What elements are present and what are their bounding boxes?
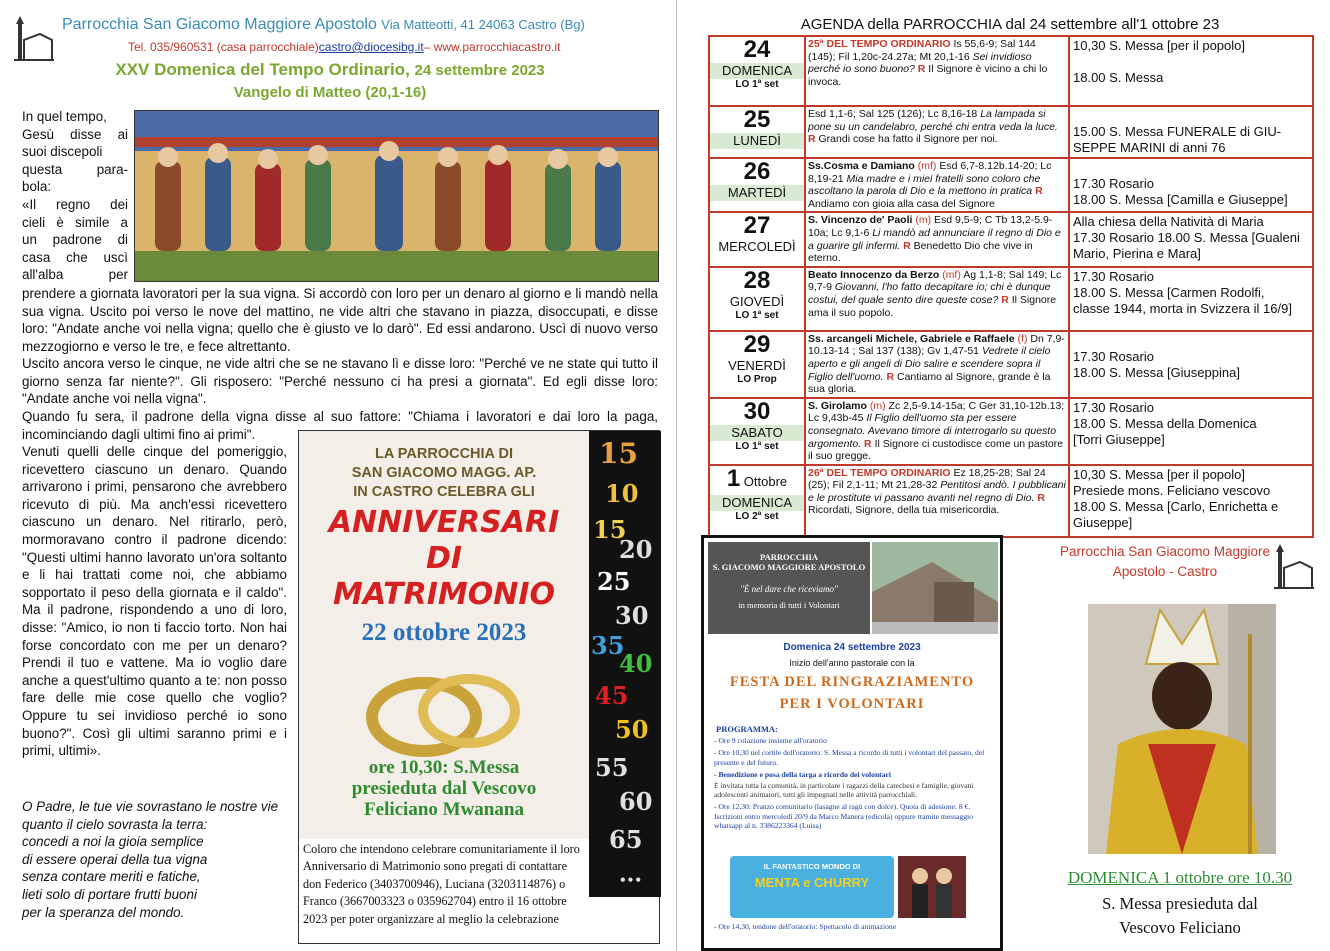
day-number-text: 1 (726, 464, 741, 492)
psalm-marker: R (1037, 491, 1045, 504)
readings: Ag 1,1-8; Sal 149; Lc 9,7-9 (808, 268, 1062, 294)
page-title (20, 60, 640, 80)
agenda-row (709, 331, 1313, 398)
liturgy-title: S. Vincenzo de' Paoli (808, 214, 913, 227)
agenda-table (708, 35, 1314, 538)
prayer-line: concedi a noi la gioia semplice (22, 834, 204, 850)
agenda-day-cell (709, 465, 805, 537)
gospel-side-column (22, 108, 128, 284)
mass-line: 18.00 S. Messa [Giuseppina] (1073, 364, 1240, 380)
show-title: IL FANTASTICO MONDO DI (763, 862, 861, 871)
liturgy-cell (805, 267, 1069, 331)
day-name: VENERDÌ (728, 357, 786, 373)
psalm-response: Grandi cose ha fatto il Signore per noi. (818, 133, 998, 146)
agenda-day-cell (709, 212, 805, 266)
mass-line: 17.30 Rosario (1073, 268, 1154, 284)
flyer-subtitle: Inizio dell'anno pastorale con la (789, 658, 915, 668)
agenda-row (709, 398, 1313, 465)
gospel-paragraph-4: Venuti quelli delle cinque del pomeriggio, ricevettero ciascuno un denaro. Quando arrivarono i primi, pensarono che avrebbero ricevuto di più. Ma anch'essi ricevettero ciascuno un denaro. Nel ritirarlo, però, mormoravano contro il padrone dicendo: "Questi ultimi hanno lavorato un'ora soltanto e li hai trattati come noi, che abbiamo sopportato il peso della giornata e il caldo". Ma il padrone, rispondendo a uno di loro, disse: "Amico, io non ti faccio torto. Non hai forse concordato con me per un denaro? Prendi il tuo e vattene. Ma io voglio dare anche a quest'ultimo quanto a te: non posso fare delle mie cose quello che voglio? Oppure tu sei invidioso perché io sono buono?". Così gli ultimi saranno primi e i primi, ultimi». (22, 444, 287, 759)
liturgy-title: Ss.Cosma e Damiano (808, 160, 915, 172)
liturgy-title: 25ª DEL TEMPO ORDINARIO (808, 38, 951, 50)
church-logo-icon (14, 16, 54, 64)
day-number-text: 24 (743, 36, 771, 63)
psalm-response: Il Signore ama il suo popolo. (808, 293, 1057, 319)
liturgy-week: LO 1ª set (735, 309, 779, 321)
mass-line: Alla chiesa della Natività di Maria (1073, 214, 1264, 230)
flyer-date: Domenica 24 settembre 2023 (783, 642, 921, 653)
title-date: 24 settembre 2023 (414, 62, 545, 79)
program-item (714, 781, 994, 800)
email-link[interactable]: castro@diocesibg.it (318, 40, 424, 54)
mass-line: 17.30 Rosario 18.00 S. Messa [Gualeni (1073, 230, 1300, 246)
psalm-response: Benedetto Dio che vive in eterno. (808, 239, 1033, 265)
day-number (710, 332, 804, 358)
psalm-marker: R (1001, 293, 1009, 306)
year-number: 30 (615, 601, 649, 630)
gospel-paragraph-2: Uscito ancora verso le cinque, ne vide altri che se ne stavano lì e disse loro: "Perché ve ne state qui tutto il giorno senza far niente?". Gli risposero: "Perché nessuno ci ha presi a giornata". Ed egli disse loro: "Andate anche voi nella vigna". (22, 356, 658, 407)
day-number (710, 159, 804, 185)
page-fold-divider (676, 0, 677, 951)
liturgy-week: LO 1ª set (735, 440, 779, 452)
day-number (710, 399, 804, 425)
psalm-marker: R (1035, 185, 1043, 198)
program-item-text: Ore 9 colazione insieme all'oratorio (718, 736, 827, 745)
day-number-text: 28 (743, 266, 771, 294)
liturgy-title: 26ª DEL TEMPO ORDINARIO (808, 466, 951, 479)
bishop-line: S. Messa presieduta dal (1102, 894, 1258, 913)
psalm-marker: R (886, 370, 895, 383)
poster-intro (299, 445, 589, 502)
year-number: 15 (599, 437, 638, 470)
liturgy-title: Ss. arcangeli Michele, Gabriele e Raffaele (808, 332, 1015, 345)
mass-line: 17.30 Rosario (1073, 348, 1154, 364)
bishop-title-line: Apostolo - Castro (1112, 564, 1218, 579)
psalm-marker: R (808, 133, 816, 146)
year-number: 60 (619, 787, 653, 816)
mass-schedule-cell (1069, 398, 1313, 465)
liturgy-cell (805, 465, 1069, 537)
gospel-line: Gesù disse ai (22, 126, 128, 142)
poster-big-line: ANNIVERSARI (328, 505, 560, 540)
gospel-paragraph-3: Quando fu sera, il padrone della vigna disse al suo fattore: "Chiama i lavoratori e dai loro la paga, incominciando dagli ultimi fino ai primi". (22, 409, 658, 442)
program-item-text: Ore 10,30 nel cortile dell'oratorio: S. Messa a ricordo di tutti i volontari del passato, del presente e del futuro. (714, 748, 985, 767)
celebration-rank: (mf) (917, 160, 937, 172)
parish-header (62, 16, 585, 34)
mosaic-image (135, 111, 659, 282)
mass-line: SEPPE MARINI di anni 76 (1073, 140, 1226, 155)
psalm-marker: R (903, 239, 911, 252)
gospel-quote: Il Figlio dell'uomo sta per essere consegnato. Avevano timore di interrogarlo su questo argomento. (808, 412, 1057, 450)
psalm-response: Il Signore è vicino a chi lo invoca. (808, 63, 1048, 88)
prayer-line: per la speranza del mondo. (22, 904, 185, 920)
psalm-response: Cantiamo al Signore, grande è la sua gloria. (808, 370, 1051, 396)
agenda-day-cell (709, 267, 805, 331)
liturgy-cell (805, 398, 1069, 465)
vineyard-workers-illustration (134, 110, 659, 282)
mass-line: 18.00 S. Messa [Carlo, Enrichetta e (1073, 498, 1279, 514)
year-number: 10 (605, 479, 639, 508)
mass-line (1073, 160, 1309, 176)
day-number (710, 37, 804, 63)
program-item: - Ore 12,30: Pranzo comunitario (lasagne al ragù con dolce). Quota di adesione: 8 €. Iscrizioni entro mercoledì 20/9 da Marco Manera (edicola) oppure tramite messaggio whatsapp al n. 3386223364 (Luisa) (714, 802, 973, 831)
psalm-response: Andiamo con gioia alla casa del Signore (808, 197, 995, 210)
mass-schedule-cell (1069, 212, 1313, 266)
gospel-reference: Vangelo di Matteo (20,1-16) (233, 84, 427, 101)
agenda-day-cell (709, 106, 805, 158)
gospel-line: questa para- (22, 161, 128, 177)
readings: Dn 7,9-10.13-14 ; Sal 137 (138); Gv 1,47-51 (808, 332, 1065, 358)
day-number (710, 466, 804, 495)
mass-line: 18.00 S. Messa (1073, 70, 1164, 85)
day-number-text: 27 (743, 212, 771, 240)
flyer-motto: "È nel dare che riceviamo" (740, 584, 838, 594)
poster-artwork (299, 431, 589, 839)
poster-line: LA PARROCCHIA DI (374, 446, 513, 462)
gospel-line: «Il regno dei (22, 196, 128, 212)
mass-line (1073, 333, 1309, 349)
gospel-paragraph-1: prendere a giornata lavoratori per la sua vigna. Si accordò con loro per un denaro al giorno e li mandò nella sua vigna. Uscito poi verso le nove del mattino, ne vide altri che stavano in piazza, disoccupati, e disse loro: "Andate anche voi nella vigna; quello che è giusto ve lo darò". Ed essi andarono. Uscì di nuovo verso mezzogiorno e verso le tre, e fece altrettanto. (22, 286, 658, 354)
gospel-quote: Li mandò ad annunciare il regno di Dio e a guarire gli infermi. (808, 226, 1061, 252)
liturgy-title: Beato Innocenzo da Berzo (808, 268, 940, 281)
readings: Esd 9,5-9; C Tb 13,2-5.9-10a; Lc 9,1-6 (808, 214, 1053, 239)
year-number: 40 (619, 649, 653, 678)
poster-line: SAN GIACOMO MAGG. AP. (351, 465, 537, 481)
poster-mass-line: Feliciano Mwanana (364, 799, 524, 820)
program-item: - Ore 10,30 nel cortile dell'oratorio: S. Messa a ricordo di tutti i volontari del passato, del presente e del futuro. (714, 748, 985, 767)
mass-schedule-cell (1069, 106, 1313, 158)
year-number: 15 (593, 515, 627, 544)
agenda-row (709, 158, 1313, 212)
program-item: - Ore 9 colazione insieme all'oratorio (714, 736, 827, 745)
gospel-line: all'alba per (22, 267, 128, 283)
day-name: GIOVEDÌ (729, 293, 785, 309)
program-item-text: Ore 14,30, tendone dell'oratorio: Spettacolo di animazione (718, 922, 897, 931)
liturgy-cell (805, 36, 1069, 106)
day-name: MERCOLEDÌ (718, 239, 796, 255)
bishop-caption (1030, 866, 1330, 940)
gospel-quote: La lampada si pone su un candelabro, perché chi entra veda la luce. (808, 108, 1058, 133)
day-name: MARTEDÌ (710, 185, 804, 201)
flyer-heading: S. GIACOMO MAGGIORE APOSTOLO (712, 562, 866, 572)
mass-line: 10,30 S. Messa [per il popolo] (1073, 38, 1245, 53)
year-number: 65 (609, 825, 643, 854)
month-label: Ottobre (740, 473, 788, 489)
gospel-line: un padrone di (22, 232, 128, 248)
day-number-text: 26 (743, 158, 771, 185)
gospel-line: bola: (22, 179, 52, 195)
flyer-program-list (714, 736, 994, 834)
program-item: - Benedizione e posa della targa a ricordo dei volontari (714, 770, 891, 780)
psalm-marker: R (864, 437, 872, 450)
anniversary-poster (298, 430, 660, 944)
bishop-line: Vescovo Feliciano (1119, 918, 1241, 937)
day-number-text: 29 (743, 330, 771, 358)
poster-mass-info (299, 757, 589, 820)
mass-line: 17.30 Rosario (1073, 176, 1154, 191)
year-number: 50 (615, 715, 649, 744)
gospel-line: cieli è simile a (22, 214, 128, 230)
website-link[interactable]: www.parrocchiacastro.it (433, 40, 561, 54)
poster-big-line: MATRIMONIO (332, 577, 556, 612)
readings: Esd 1,1-6; Sal 125 (126); Lc 8,16-18 (808, 108, 978, 120)
mass-line: 17.30 Rosario (1073, 399, 1154, 415)
poster-headline (299, 505, 589, 613)
day-number-text: 25 (743, 106, 771, 133)
mass-line: Presiede mons. Feliciano vescovo (1073, 482, 1271, 498)
mass-schedule-cell (1069, 465, 1313, 537)
flyer-heading: PARROCCHIA (760, 552, 818, 562)
mass-line: 18.00 S. Messa [Camilla e Giuseppe] (1073, 192, 1288, 207)
bishop-section-title (1030, 542, 1300, 582)
poster-mass-line: ore 10,30: S.Messa (368, 757, 520, 778)
program-item-text: Benedizione e posa della targa a ricordo dei volontari (718, 770, 891, 780)
gospel-quote: Vedrete il cielo aperto e gli angeli di Dio salire e scendere sopra il Figlio dell'uomo. (808, 345, 1051, 383)
celebration-rank: (f) (1017, 332, 1028, 345)
liturgy-title: S. Girolamo (808, 399, 867, 412)
agenda-row (709, 106, 1313, 158)
psalm-response: Ricordati, Signore, della tua misericordia. (808, 504, 1000, 517)
phone: Tel. 035/960531 (casa parrocchiale) (128, 40, 319, 54)
flyer-festival-title: FESTA DEL RINGRAZIAMENTO (729, 674, 975, 690)
wedding-rings-icon (354, 657, 534, 767)
mass-line: Mario, Pierina e Mara] (1073, 246, 1201, 262)
volunteers-festival-flyer (701, 535, 1003, 951)
agenda-row (709, 465, 1313, 537)
liturgy-cell (805, 158, 1069, 212)
gospel-line: suoi discepoli (22, 144, 103, 160)
poster-mass-line: presieduta dal Vescovo (351, 778, 537, 799)
mass-line: Giuseppe] (1073, 514, 1133, 530)
mass-schedule-cell (1069, 158, 1313, 212)
gospel-quote: Mia madre e i miei fratelli sono coloro che ascoltano la parola di Dio e la mettono in pratica (808, 172, 1041, 198)
church-building-photo (872, 542, 998, 634)
readings: Is 55,6-9; Sal 144 (145); Fil 1,20c-24.27a; Mt 20,1-16 (808, 38, 1036, 63)
mass-line: classe 1944, morta in Svizzera il 16/9] (1073, 300, 1292, 316)
gospel-quote: Pentitosi andò. I pubblicani e le prostitute vi passano avanti nel regno di Dio. (808, 479, 1066, 504)
flyer-festival-title: PER I VOLONTARI (779, 696, 925, 712)
liturgy-cell (805, 106, 1069, 158)
show-banner (730, 856, 894, 918)
performers-photo (898, 856, 966, 918)
flyer-banner (708, 542, 870, 634)
year-number: ••• (619, 873, 643, 887)
psalm-response: Il Signore ci custodisce come un pastore il suo gregge. (808, 437, 1064, 463)
day-number (710, 107, 804, 133)
gospel-line: In quel tempo, (22, 109, 107, 124)
poster-date: 22 ottobre 2023 (361, 619, 527, 646)
day-name: DOMENICA (710, 63, 804, 79)
agenda-row (709, 267, 1313, 331)
celebration-rank: (m) (915, 214, 932, 227)
celebration-rank: (m) (869, 399, 886, 412)
psalm-marker: R (917, 63, 926, 76)
gospel-line: casa che uscì (22, 249, 128, 265)
liturgy-cell (805, 212, 1069, 266)
poster-big-line: DI (425, 541, 463, 576)
poster-contact-note: Coloro che intendono celebrare comunitariamente il loro Anniversario di Matrimonio sono pregati di contattare don Federico (3403700946), Luciana (3203114876) o Franco (3667003323 o 035962704) entro il 16 ottobre 2023 per poter organizzare al meglio la celebrazione (303, 842, 580, 926)
agenda-day-cell (709, 36, 805, 106)
mass-line: [Torri Giuseppe] (1073, 431, 1165, 447)
prayer-line: di essere operai della tua vigna (22, 851, 208, 867)
program-item: - Ore 14,30, tendone dell'oratorio: Spettacolo di animazione (714, 922, 897, 931)
liturgy-week: LO 2ª set (735, 510, 779, 522)
prayer-line: senza contare meriti e fatiche, (22, 869, 201, 885)
gospel-quote: Sei invidioso perché io sono buono? (808, 50, 1032, 76)
show-name: MENTA e CHURRY (754, 875, 870, 890)
day-number-text: 30 (743, 397, 771, 425)
poster-line: IN CASTRO CELEBRA GLI (353, 484, 535, 500)
anniversary-years-strip (589, 431, 661, 897)
mass-line (1073, 108, 1309, 124)
mass-line: 10,30 S. Messa [per il popolo] (1073, 466, 1245, 482)
gospel-quote: Giovanni, l'ho fatto decapitare io; chi è dunque costui, del quale sento dire queste cose? (808, 281, 1051, 306)
bishop-date: DOMENICA 1 ottobre ore 10.30 (1067, 868, 1293, 887)
readings: Ez 18,25-28; Sal 24 (25); Fil 2,1-11; Mt 21,28-32 (808, 466, 1046, 492)
liturgy-cell (805, 331, 1069, 398)
mass-schedule-cell (1069, 267, 1313, 331)
flyer-memory: in memoria di tutti i Volontari (738, 600, 840, 610)
liturgy-week: LO 1ª set (735, 79, 779, 90)
day-name: SABATO (710, 425, 804, 441)
agenda-row (709, 36, 1313, 106)
mass-line: 18.00 S. Messa della Domenica (1073, 415, 1257, 431)
mass-schedule-cell (1069, 36, 1313, 106)
year-number: 55 (595, 753, 629, 782)
day-number (710, 213, 804, 239)
closing-prayer (22, 798, 278, 921)
contact-line (128, 40, 560, 54)
year-number: 25 (597, 567, 631, 596)
mass-line (1073, 54, 1309, 70)
prayer-line: lieti solo di portare frutti buoni (22, 886, 197, 902)
separator: – (423, 40, 434, 54)
liturgy-week: LO Prop (737, 373, 777, 385)
agenda-day-cell (709, 331, 805, 398)
mass-line: 15.00 S. Messa FUNERALE di GIU- (1073, 124, 1282, 139)
parish-address: Via Matteotti, 41 24063 Castro (Bg) (381, 17, 585, 32)
day-name: LUNEDÌ (710, 133, 804, 149)
program-item-text: Ore 12,30: Pranzo comunitario (lasagne al ragù con dolce). Quota di adesione: 8 €. Iscrizioni entro mercoledì 20/9 da Marco Manera (edicola) oppure tramite messaggio whatsapp al n. 3386223364 (Luisa) (714, 802, 973, 831)
bishop-portrait (1088, 604, 1276, 854)
title-text: XXV Domenica del Tempo Ordinario, (115, 60, 410, 79)
readings: Esd 6,7-8.12b.14-20; Lc 8,19-21 (808, 160, 1052, 185)
readings: Zc 2,5-9.14-15a; C Ger 31,10-12b.13; Lc 9,43b-45 (808, 399, 1065, 425)
prayer-line: quanto il cielo sovrasta la terra: (22, 816, 208, 832)
agenda-row (709, 212, 1313, 266)
agenda-day-cell (709, 158, 805, 212)
year-number: 45 (595, 681, 629, 710)
agenda-title: AGENDA della PARROCCHIA dal 24 settembre all'1 ottobre 23 (800, 16, 1220, 33)
day-name: DOMENICA (710, 495, 804, 511)
agenda-day-cell (709, 398, 805, 465)
program-item-text: È invitata tutta la comunità, in particolare i ragazzi della catechesi e famiglie, giovani adolescenti animatori, tutti gli impegnati nelle attività parrocchiali. (714, 780, 974, 800)
mass-schedule-cell (1069, 331, 1313, 398)
parish-name: Parrocchia San Giacomo Maggiore Apostolo (62, 16, 377, 33)
prayer-line: O Padre, le tue vie sovrastano le nostre vie (22, 799, 279, 814)
year-number: 20 (619, 535, 653, 564)
year-number: 35 (591, 631, 625, 660)
bishop-photo (1088, 604, 1276, 854)
day-number (710, 268, 804, 294)
flyer-program-label: PROGRAMMA: (716, 724, 778, 734)
mass-line: 18.00 S. Messa [Carmen Rodolfi, (1073, 284, 1265, 300)
celebration-rank: (mf) (942, 268, 961, 281)
bishop-title-line: Parrocchia San Giacomo Maggiore (1059, 544, 1271, 559)
